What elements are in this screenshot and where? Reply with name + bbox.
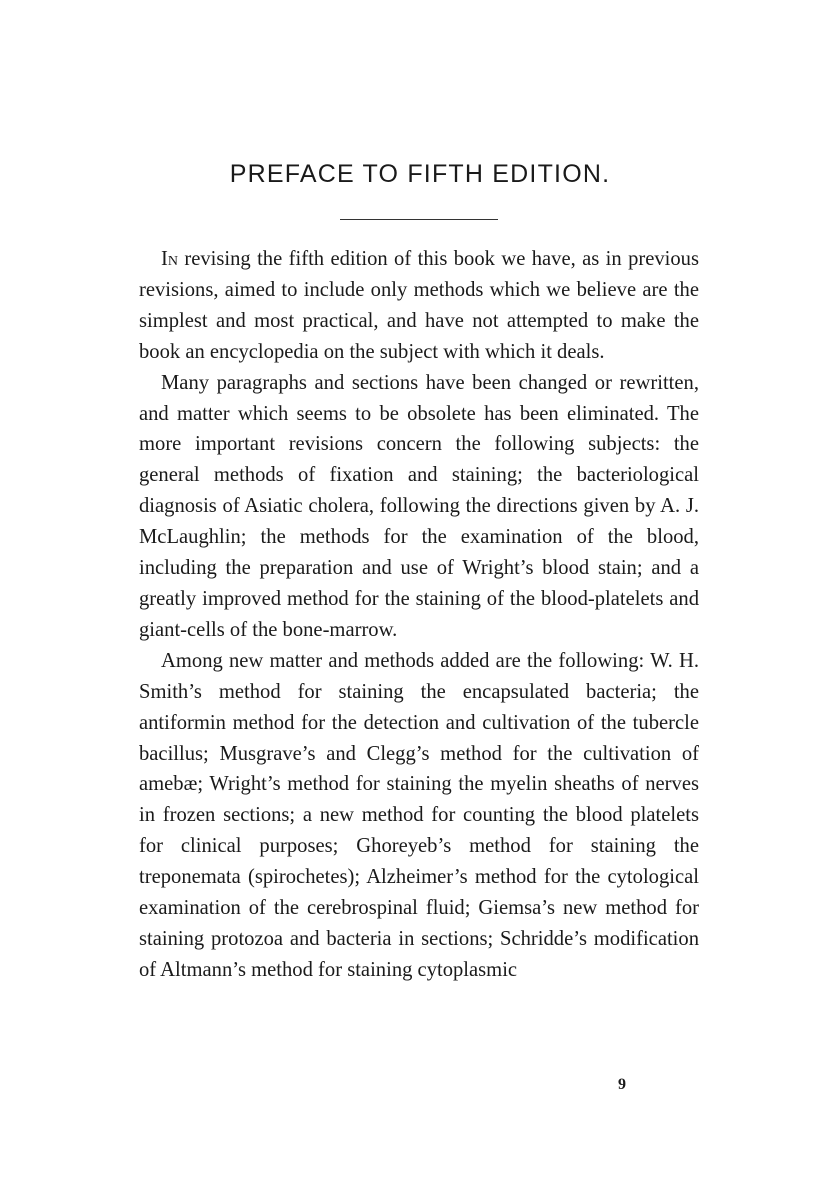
paragraph-2 [139,368,699,646]
page-number: 9 [618,1076,626,1093]
paragraph-text: Among new matter and methods added are the following: W. H. Smith’s method for staining the encapsulated bacteria; the antiformin method for the detection and cultivation of the tubercle bacillus; Musgrave’s and Clegg’s method for the cultivation of amebæ; Wright’s method for staining the myelin sheaths of nerves in frozen sections; a new method for counting the blood platelets for clinical purposes; Ghoreyeb’s method for staining the treponemata (spirochetes); Alzheimer’s method for the cytological examination of the cerebrospinal fluid; Giemsa’s new method for staining protozoa and bacteria in sections; Schridde’s modification of Altmann’s method for staining cytoplasmic [139,649,699,981]
paragraph-text: Many paragraphs and sections have been changed or rewritten, and matter which seems to be obsolete has been eliminated. The more important revisions concern the following subjects: the general methods of fixation and staining; the bacteriological diagnosis of Asiatic cholera, following the directions given by A. J. McLaughlin; the methods for the examination of the blood, including the preparation and use of Wright’s blood stain; and a greatly improved method for the staining of the blood-platelets and giant-cells of the bone-marrow. [139,371,699,641]
title-divider [340,219,498,220]
paragraph-text: revising the fifth edition of this book we have, as in previous revisions, aimed to include only methods which we believe are the simplest and most practical, and have not attempted to make the book an encyclopedia on the subject with which it deals. [139,248,699,363]
paragraph-3 [139,646,699,986]
preface-body [139,244,699,986]
paragraph-lead-word: In [161,248,178,270]
page-title: PREFACE TO FIFTH EDITION. [229,160,611,188]
paragraph-1 [139,244,699,368]
